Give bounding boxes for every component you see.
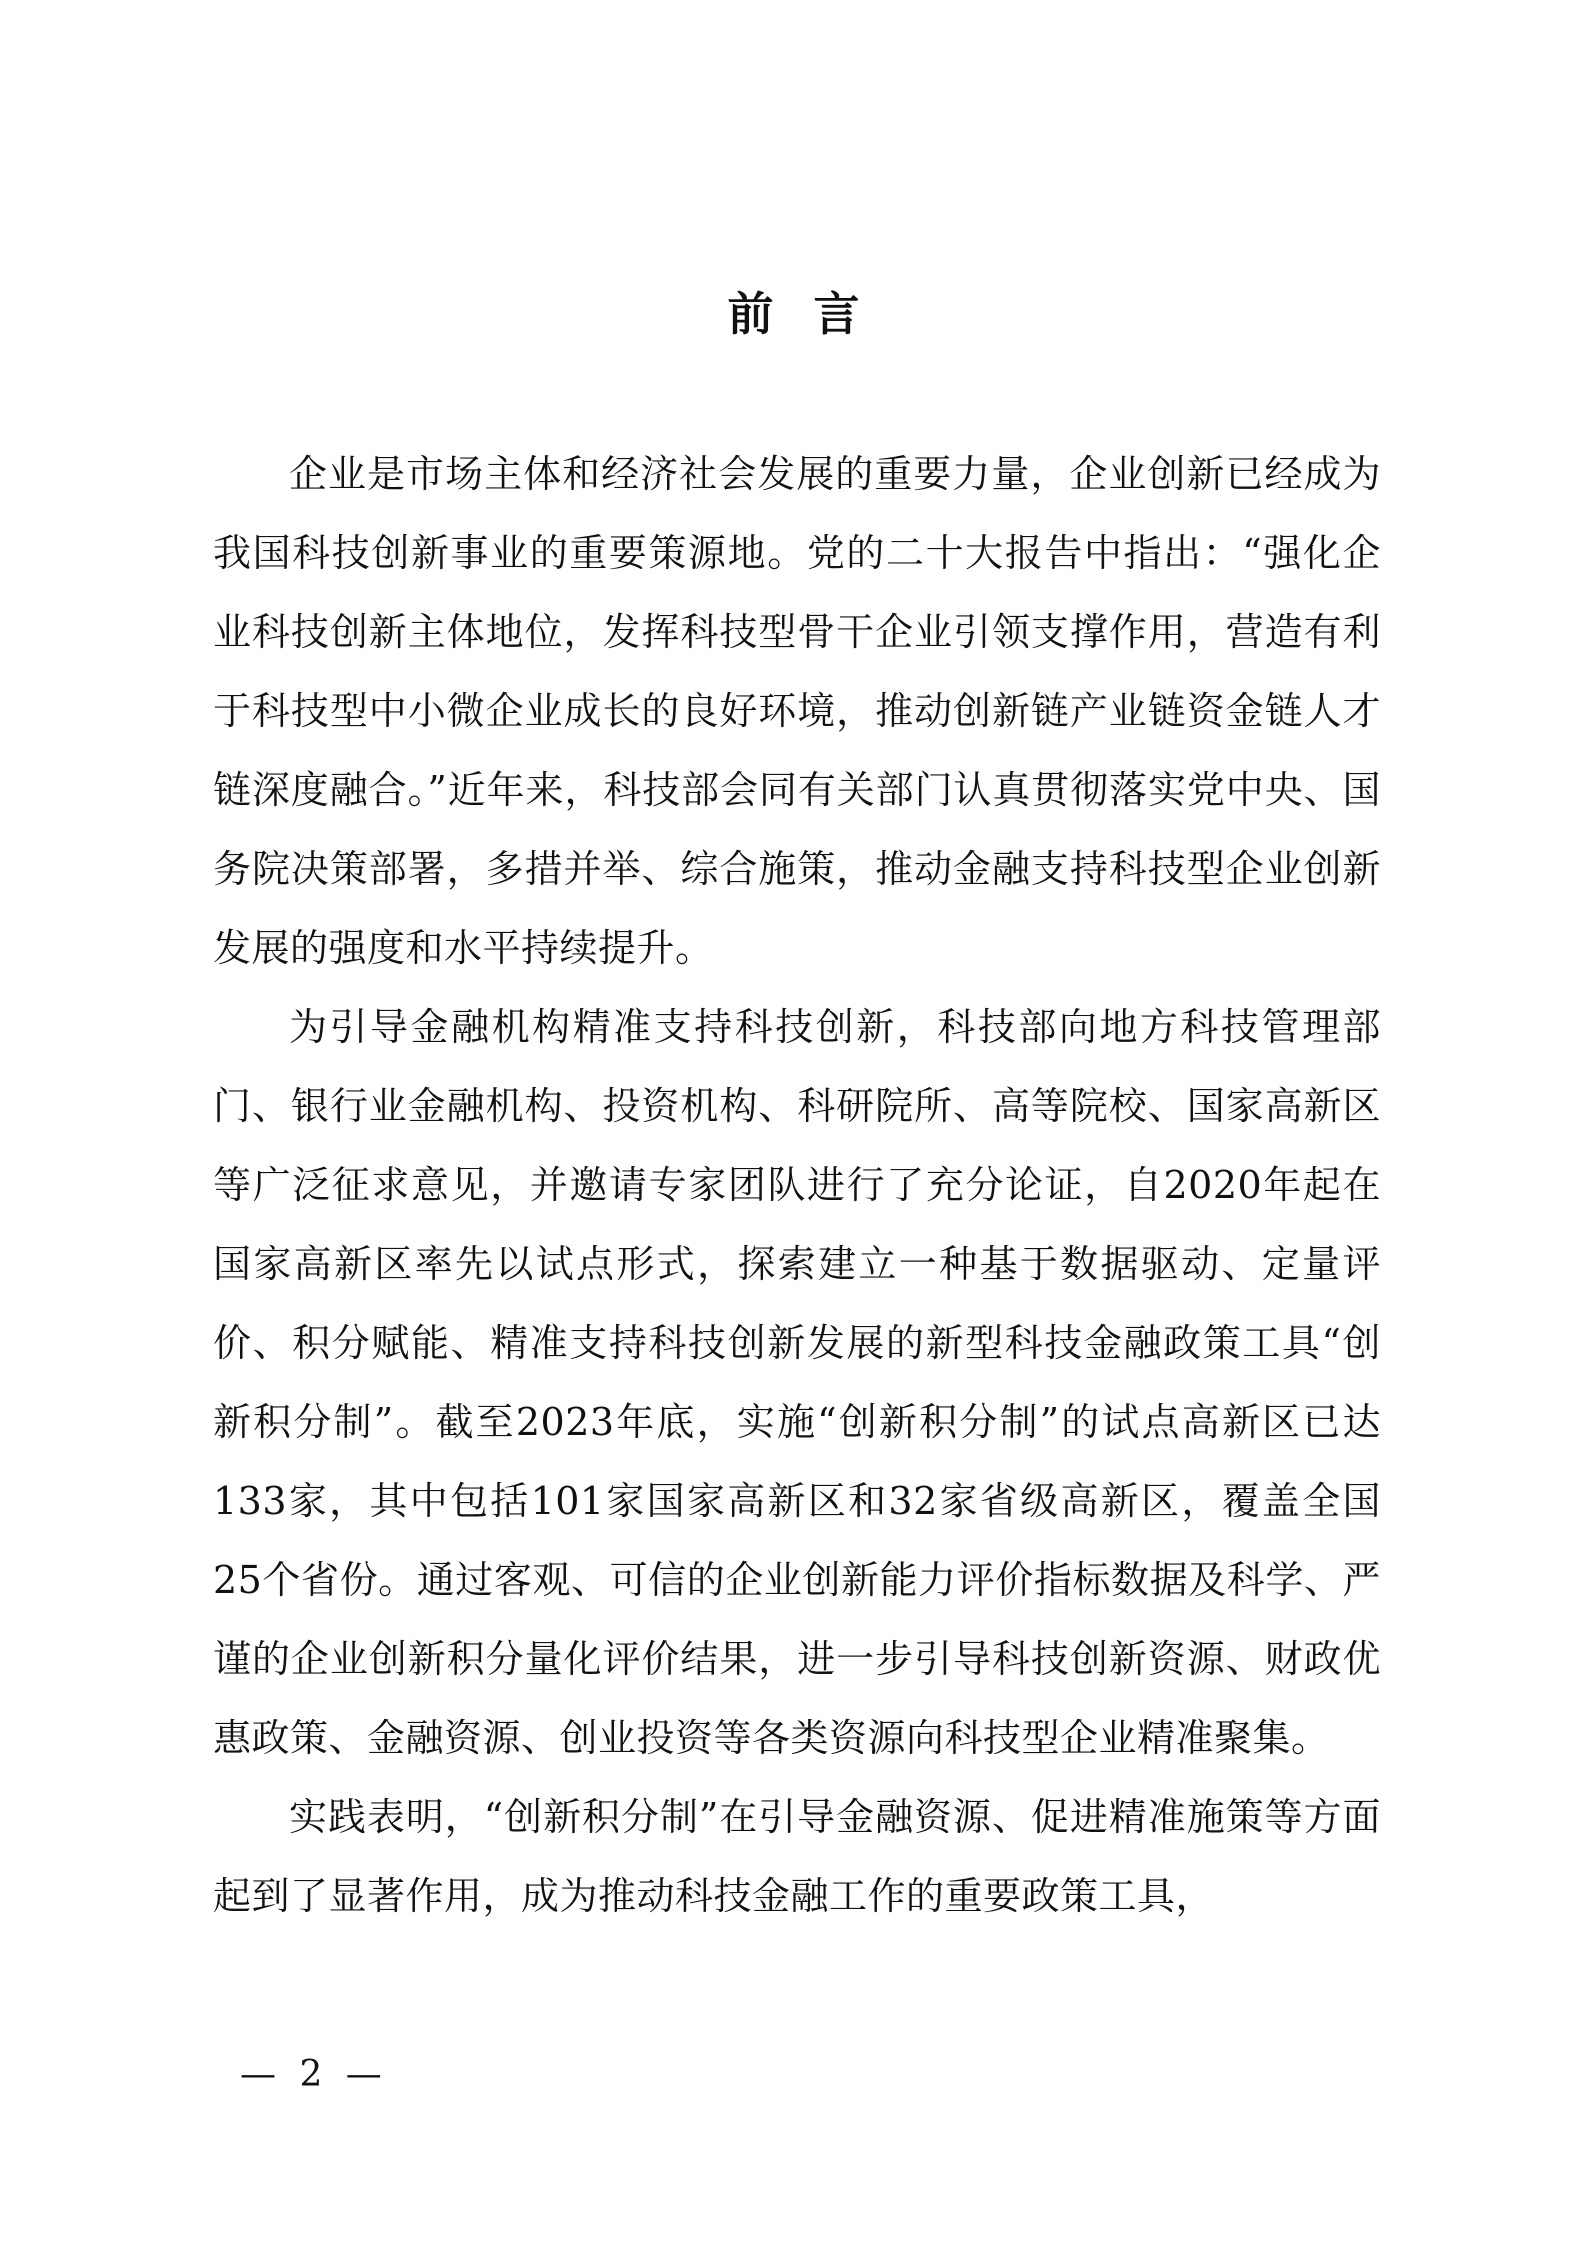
page-number: — 2 — — [240, 2054, 388, 2095]
paragraph: 企业是市场主体和经济社会发展的重要力量，企业创新已经成为我国科技创新事业的重要策源地。党的二十大报告中指出：“强化企业科技创新主体地位，发挥科技型骨干企业引领支撑作用，营造有利于科技型中小微企业成长的良好环境，推动创新链产业链资金链人才链深度融合。”近年来，科技部会同有关部门认真贯彻落实党中央、国务院决策部署，多措并举、综合施策，推动金融支持科技型企业创新发展的强度和水平持续提升。 — [213, 452, 1381, 970]
paragraph: 为引导金融机构精准支持科技创新，科技部向地方科技管理部门、银行业金融机构、投资机构、科研院所、高等院校、国家高新区等广泛征求意见，并邀请专家团队进行了充分论证，自2020年起在国家高新区率先以试点形式，探索建立一种基于数据驱动、定量评价、积分赋能、精准支持科技创新发展的新型科技金融政策工具“创新积分制”。截至2023年底，实施“创新积分制”的试点高新区已达133家，其中包括101家国家高新区和32家省级高新区，覆盖全国25个省份。通过客观、可信的企业创新能力评价指标数据及科学、严谨的企业创新积分量化评价结果，进一步引导科技创新资源、财政优惠政策、金融资源、创业投资等各类资源向科技型企业精准聚集。 — [213, 1005, 1381, 1760]
page-title: 前言 — [727, 287, 900, 341]
document-body — [213, 435, 1381, 1936]
paragraph: 实践表明，“创新积分制”在引导金融资源、促进精准施策等方面起到了显著作用，成为推动科技金融工作的重要政策工具， — [213, 1795, 1381, 1918]
